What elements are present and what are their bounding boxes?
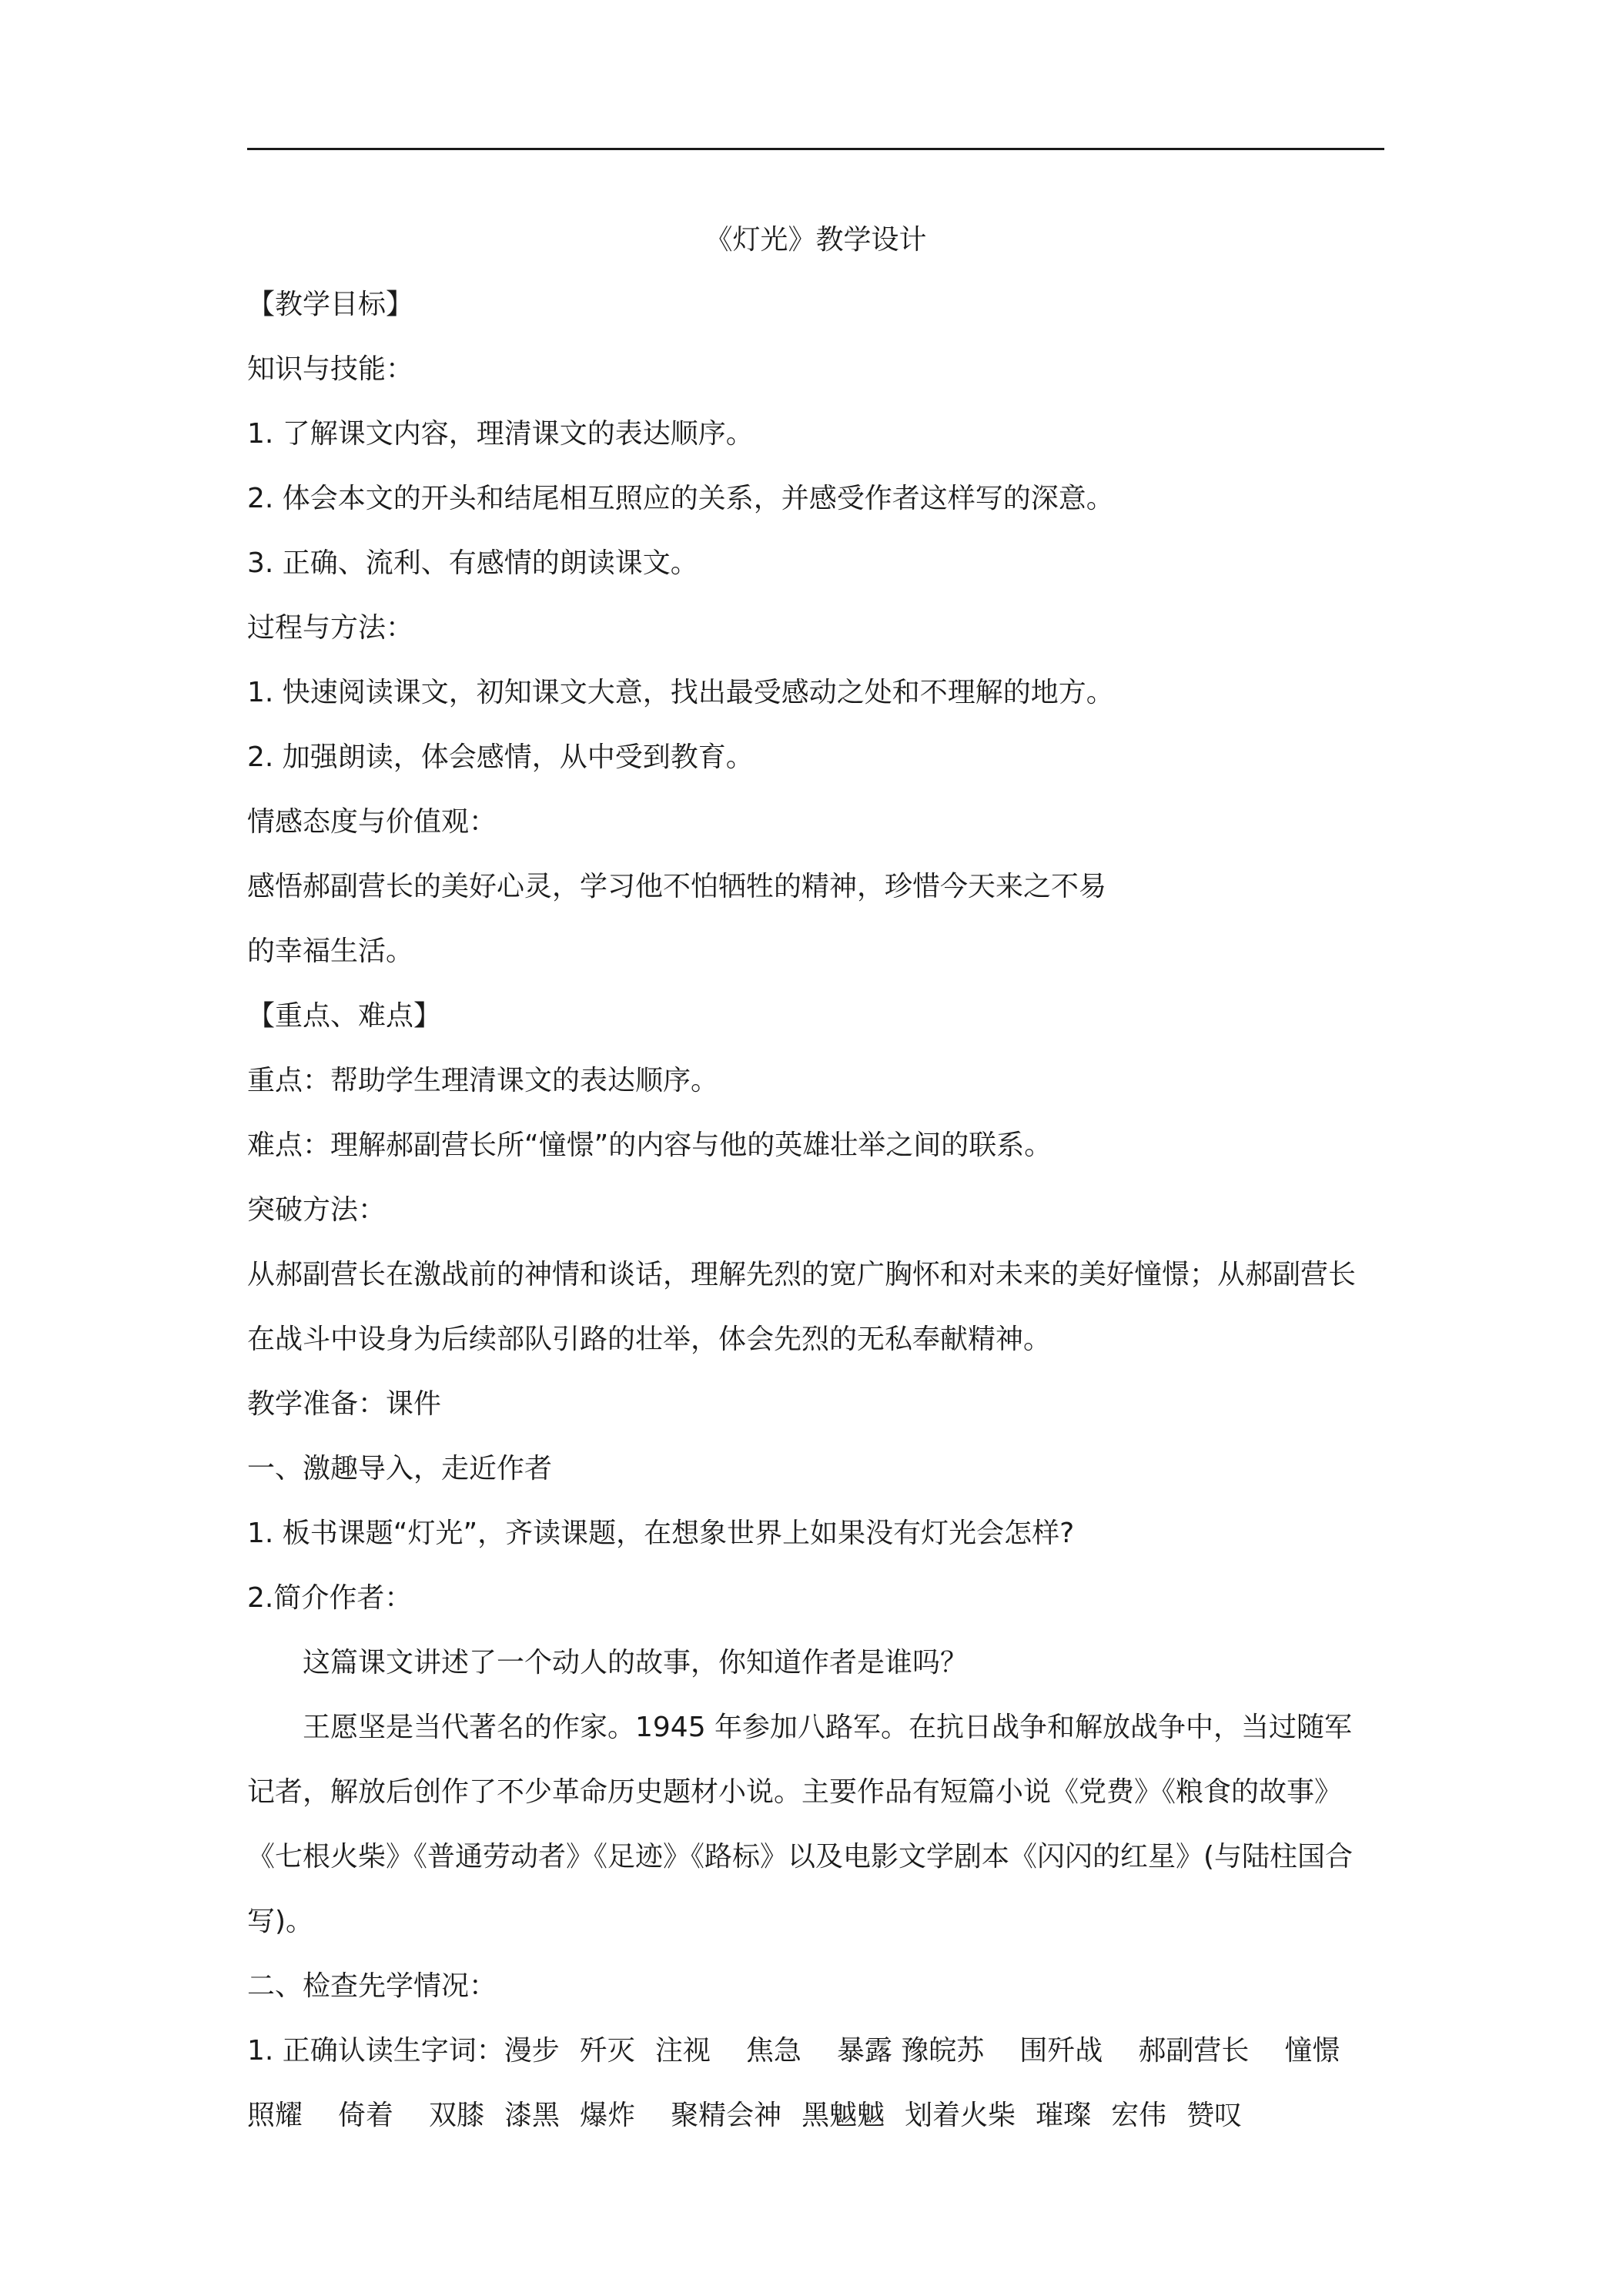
section-heading-check: 二、检查先学情况：: [247, 1970, 497, 2002]
list-item: 2.简介作者：: [247, 1582, 413, 1614]
vocab-word: 暴露 豫皖苏: [836, 2035, 985, 2067]
vocab-word: 双膝: [429, 2100, 485, 2131]
difficulty-line: 难点：理解郝副营长所“憧憬”的内容与他的英雄壮举之间的联系。: [247, 1130, 1052, 1161]
paragraph-line: 写)。: [247, 1906, 314, 1937]
vocab-word: 璀璨: [1036, 2100, 1092, 2131]
subheading-process-method: 过程与方法：: [247, 612, 414, 644]
subheading-breakthrough: 突破方法：: [247, 1194, 387, 1226]
vocab-word: 黑魆魆: [801, 2100, 885, 2131]
paragraph-line: 这篇课文讲述了一个动人的故事，你知道作者是谁吗？: [303, 1647, 969, 1678]
vocab-word: 倚着: [338, 2100, 394, 2131]
subheading-emotion-values: 情感态度与价值观：: [247, 806, 497, 838]
paragraph-line: 记者，解放后创作了不少革命历史题材小说。主要作品有短篇小说《党费》《粮食的故事》: [247, 1776, 1343, 1808]
paragraph-line: 从郝副营长在激战前的神情和谈话，理解先烈的宽广胸怀和对未来的美好憧憬；从郝副营长: [247, 1259, 1357, 1290]
vocab-word: 注视: [654, 2035, 711, 2067]
list-item: 1. 板书课题“灯光”，齐读课题，在想象世界上如果没有灯光会怎样?: [247, 1518, 1075, 1549]
document-title: 《灯光》教学设计: [704, 224, 927, 256]
paragraph-line: 《七根火柴》《普通劳动者》《足迹》《路标》以及电影文学剧本《闪闪的红星》(与陆柱国合: [247, 1841, 1354, 1873]
list-item: 2. 体会本文的开头和结尾相互照应的关系，并感受作者这样写的深意。: [247, 483, 1114, 514]
section-heading-key-points: 【重点、难点】: [247, 1000, 442, 1032]
list-item: 3. 正确、流利、有感情的朗读课文。: [247, 547, 698, 579]
vocab-row: [247, 2083, 1384, 2148]
vocab-word: 歼灭: [579, 2035, 635, 2067]
paragraph-line: 的幸福生活。: [247, 935, 414, 967]
vocab-word: 赞叹: [1186, 2100, 1243, 2131]
vocab-word: 憧憬: [1284, 2035, 1340, 2067]
section-heading-intro: 一、激趣导入，走近作者: [247, 1453, 553, 1484]
document-body: [247, 208, 1384, 2148]
vocab-row: [247, 2019, 1384, 2083]
paragraph-line: 感悟郝副营长的美好心灵，学习他不怕牺牲的精神，珍惜今天来之不易: [247, 871, 1107, 902]
list-item: 1. 快速阅读课文，初知课文大意，找出最受感动之处和不理解的地方。: [247, 677, 1114, 708]
paragraph-line: 王愿坚是当代著名的作家。1945 年参加八路军。在抗日战争和解放战争中，当过随军: [303, 1712, 1353, 1743]
list-item: 2. 加强朗读，体会感情，从中受到教育。: [247, 741, 754, 773]
vocab-word: 围歼战: [1019, 2035, 1103, 2067]
key-point-line: 重点：帮助学生理清课文的表达顺序。: [247, 1065, 719, 1096]
vocab-word: 漆黑: [504, 2100, 561, 2131]
vocab-word: 爆炸: [580, 2100, 636, 2131]
vocab-word: 宏伟: [1111, 2100, 1167, 2131]
paragraph-line: 在战斗中设身为后续部队引路的壮举，体会先烈的无私奉献精神。: [247, 1324, 1052, 1355]
vocab-word: 焦急: [745, 2035, 801, 2067]
vocab-word: 划着火柴: [905, 2100, 1016, 2131]
header-rule: [247, 148, 1384, 150]
vocab-word: 1. 正确认读生字词：漫步: [247, 2035, 560, 2067]
subheading-knowledge-skills: 知识与技能：: [247, 353, 414, 385]
list-item: 1. 了解课文内容，理清课文的表达顺序。: [247, 418, 754, 450]
vocab-word: 照耀: [247, 2100, 303, 2131]
vocab-word: 郝副营长: [1138, 2035, 1250, 2067]
vocab-word: 聚精会神: [671, 2100, 782, 2131]
section-heading-objectives: 【教学目标】: [247, 289, 414, 320]
teaching-preparation: 教学准备：课件: [247, 1388, 442, 1420]
